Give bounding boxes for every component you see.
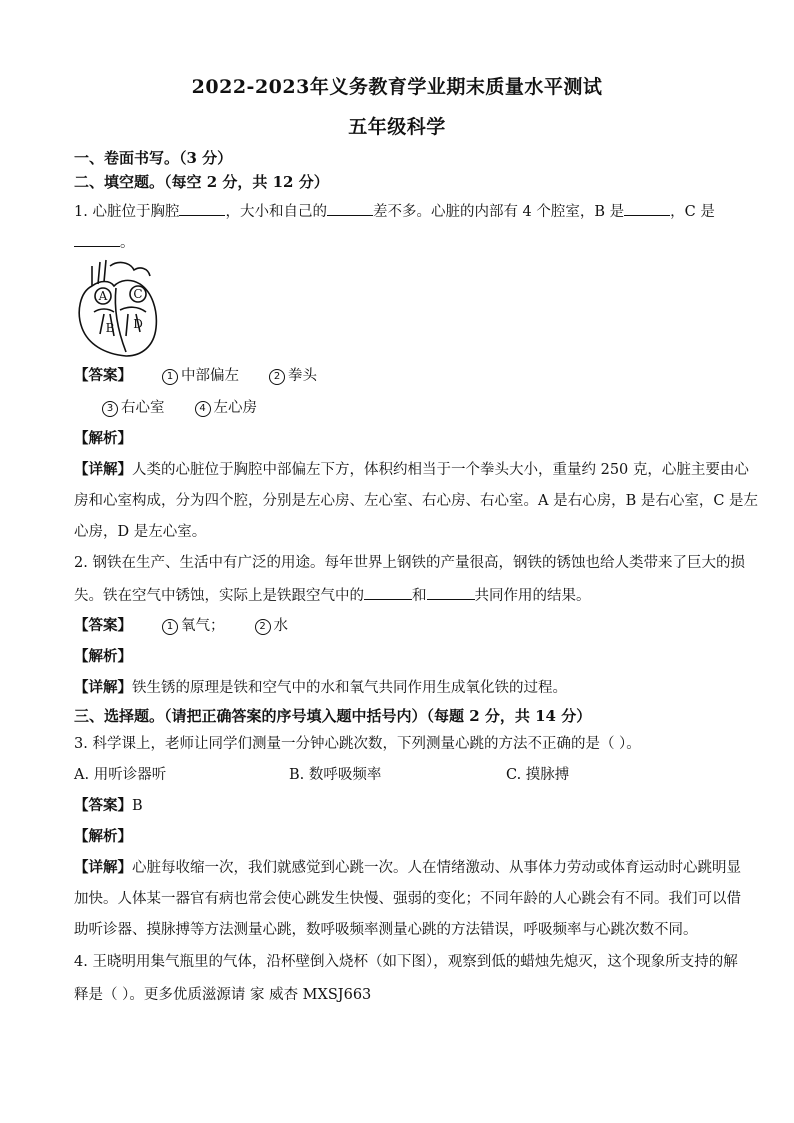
page-subtitle: 五年级科学 xyxy=(348,116,446,138)
circled-number: 3 xyxy=(102,401,118,417)
detail-label: 【详解】 xyxy=(74,461,132,478)
heart-diagram xyxy=(70,256,162,360)
heart-label-c: C xyxy=(133,287,143,301)
answer-text: 拳头 xyxy=(288,368,317,384)
q1-text-c: 差不多。心脏的内部有 4 个腔室，B 是 xyxy=(372,204,625,220)
analysis-label: 【解析】 xyxy=(74,430,132,447)
q3-detail-line2: 加快。人体某一器官有病也常会使心跳发生快慢、强弱的变化；不同年龄的人心跳会有不同。我们可以借 xyxy=(74,891,741,907)
q1-text-d: ，C 是 xyxy=(670,204,715,220)
q3-answer-row xyxy=(74,796,724,816)
q2-answer-row xyxy=(74,616,724,636)
answer-label: 【答案】 xyxy=(74,617,132,634)
circled-number: 2 xyxy=(255,619,271,635)
detail-label: 【详解】 xyxy=(74,679,132,696)
blank xyxy=(74,232,120,247)
analysis-label: 【解析】 xyxy=(74,828,132,845)
blank xyxy=(427,585,475,600)
q1-detail-line2: 房和心室构成，分为四个腔，分别是左心房、左心室、右心房、右心室。A 是右心房，B 是右心室，C 是左 xyxy=(74,493,759,509)
q3-option-b: B. 数呼吸频率 xyxy=(289,767,382,783)
q3-detail-line1: 【详解】心脏每收缩一次，我们就感觉到心跳一次。人在情绪激动、从事体力劳动或体育运动时心跳明显 xyxy=(74,859,741,876)
q1-text-a: 1. 心脏位于胸腔 xyxy=(74,204,180,220)
heart-label-a: A xyxy=(98,289,108,303)
answer-text: 左心房 xyxy=(213,400,257,416)
q3-option-a: A. 用听诊器听 xyxy=(74,767,167,783)
q4-text-line2: 释是（ ）。更多优质滋源请 家 威杏 MXSJ663 xyxy=(74,987,372,1003)
q1-text-e: 。 xyxy=(120,235,135,251)
answer-text: 氧气； xyxy=(181,618,225,634)
q3-option-c: C. 摸脉搏 xyxy=(506,767,570,783)
section-heading-2: 二、填空题。（每空 2 分，共 12 分） xyxy=(74,173,329,191)
q3-detail-line3: 助听诊器、摸脉搏等方法测量心跳，数呼吸频率测量心跳的方法错误，呼吸频率与心跳次数不同。 xyxy=(74,922,698,938)
blank xyxy=(179,201,225,216)
answer-text: 中部偏左 xyxy=(181,368,239,384)
analysis-label: 【解析】 xyxy=(74,648,132,665)
heart-label-b: B xyxy=(105,321,115,335)
q1-text-b: ，大小和自己的 xyxy=(225,204,327,220)
q2-detail: 【详解】铁生锈的原理是铁和空气中的水和氧气共同作用生成氧化铁的过程。 xyxy=(74,679,567,696)
section-heading-3: 三、选择题。（请把正确答案的序号填入题中括号内）（每题 2 分，共 14 分） xyxy=(74,707,592,725)
circled-number: 1 xyxy=(162,369,178,385)
heart-label-d: D xyxy=(133,317,143,331)
q1-detail-line1: 【详解】人类的心脏位于胸腔中部偏左下方，体积约相当于一个拳头大小，重量约 250 克，心脏主要由心 xyxy=(74,461,749,478)
q1-text-line1 xyxy=(74,201,724,222)
page-title: 2022-2023年义务教育学业期末质量水平测试 xyxy=(191,76,603,98)
section-heading-1: 一、卷面书写。（3 分） xyxy=(74,149,233,167)
circled-number: 2 xyxy=(269,369,285,385)
answer-label: 【答案】 xyxy=(74,367,132,384)
blank xyxy=(624,201,670,216)
q1-answer-row1 xyxy=(74,366,724,386)
detail-label: 【详解】 xyxy=(74,859,132,876)
q4-text-line1: 4. 王晓明用集气瓶里的气体，沿杯壁倒入烧杯（如下图），观察到低的蜡烛先熄灭，这个现象所支持的解 xyxy=(74,954,738,970)
blank xyxy=(327,201,373,216)
circled-number: 4 xyxy=(195,401,211,417)
q1-detail-line3: 心房，D 是左心室。 xyxy=(74,524,207,540)
q1-text-line2 xyxy=(74,232,724,253)
circled-number: 1 xyxy=(162,619,178,635)
answer-label: 【答案】 xyxy=(74,797,132,814)
answer-text: 水 xyxy=(273,618,288,634)
answer-text: B xyxy=(132,798,143,814)
q2-text-line1: 2. 钢铁在生产、生活中有广泛的用途。每年世界上钢铁的产量很高，钢铁的锈蚀也给人类带来了巨大的损 xyxy=(74,555,745,571)
q2-text-line2: 失。铁在空气中锈蚀，实际上是铁跟空气中的 和 共同作用的结果。 xyxy=(74,585,724,606)
answer-text: 右心室 xyxy=(121,400,165,416)
q3-stem: 3. 科学课上，老师让同学们测量一分钟心跳次数，下列测量心跳的方法不正确的是（ ）。 xyxy=(74,736,641,752)
q1-answer-row2 xyxy=(102,398,752,418)
blank xyxy=(364,585,412,600)
